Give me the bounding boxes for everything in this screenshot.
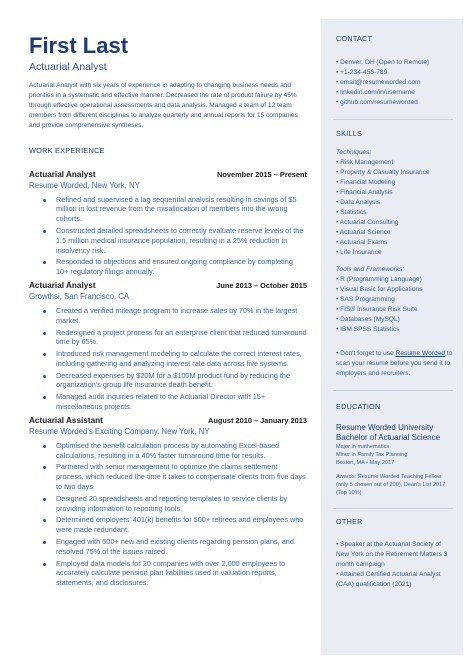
job-bullets	[43, 306, 307, 412]
job-company: Resume Worded, New York, NY	[29, 180, 140, 190]
job-bullet	[43, 328, 307, 348]
bullet-text: Designed 20 spreadsheets and reporting templates to service clients by providing information to reporting tools.	[56, 493, 288, 513]
other-list	[336, 540, 453, 590]
bullet-text: Refined and supervised a lag sequential analysis resulting in savings of $5 million in lost revenue from the misallocation of members into the wrong cohorts.	[56, 194, 297, 224]
job-entry	[29, 281, 307, 412]
job-dates: June 2013 – October 2015	[216, 280, 307, 290]
education-location-date: Boston, MA • May 2017	[336, 460, 395, 467]
skill-item: • Risk Management	[336, 159, 394, 166]
education-awards: Awards: Resume Worded Teaching Fellow (only 5 chosen out of 200), Dean's List 2017 (Top 10%)	[336, 473, 446, 497]
tools-list	[336, 275, 453, 335]
job-bullet	[43, 462, 307, 491]
tool-item: • R (Programming Language)	[336, 276, 422, 283]
contact-list	[336, 58, 453, 108]
tools-label: Tools and Frameworks:	[336, 266, 405, 273]
bullet-text: Decreased expenses by $20M for a $100M product fund by reducing the organization's group life insurance death benefit.	[56, 370, 291, 390]
skill-item: • Property & Casualty Insurance	[336, 169, 430, 176]
contact-linkedin-link[interactable]: • linkedin.com/in/username	[336, 89, 415, 96]
bullet-text: Responded to objections and ensured ongoing compliance by completing 10+ regulatory filings annually.	[56, 257, 293, 277]
tool-item: • FIS® Insurance Risk Suite	[336, 306, 418, 313]
job-dates: August 2010 – January 2013	[207, 415, 307, 425]
skill-item: • Actuarial Consulting	[336, 219, 399, 226]
skill-item: • Life Insurance	[336, 249, 382, 256]
bullet-dot-icon	[43, 261, 46, 264]
education-degree: Bachelor of Actuarial Science	[336, 433, 441, 442]
job-header	[29, 170, 307, 179]
bullet-dot-icon	[43, 563, 46, 566]
job-bullets	[43, 441, 307, 588]
job-bullet	[43, 392, 307, 412]
education-school: Resume Worded University	[336, 423, 434, 432]
job-title: Actuarial Analyst	[29, 169, 96, 179]
bullet-text: Employed data models for 20 companies with over 2,000 employees to accurately calculate pension plan liabilities used in valuation reports, statements, and disclosures.	[56, 558, 286, 588]
other-item: • Speaker at the Actuarial Society of New York on the Retirement Matters 3 month campaign	[336, 541, 448, 569]
tool-item: • IBM SPSS Statistics	[336, 326, 400, 333]
tool-item: • Databases (MySQL)	[336, 316, 400, 323]
bullet-text: Engaged with 500+ new and existing clients regarding pension plans, and resolved 75% of the issues raised.	[56, 537, 294, 556]
summary-paragraph: Actuarial Analyst with six years of experience in adapting to changing business needs and priorities in a systematic and effective manner. Decreased the rate of product failure by 45% through effective operational assessments and data analysis. Managed a team of 12 team members from different disciplines to analyze quarterly and annual reports for 15 companies and provide comprehensive syntheses.	[29, 82, 298, 129]
education-heading: EDUCATION	[336, 402, 381, 411]
skill-item: • Financial Analysis	[336, 189, 393, 196]
job-bullet	[43, 441, 307, 461]
other-heading: OTHER	[336, 517, 363, 527]
tool-item: • Visual Basic for Applications	[336, 286, 423, 293]
job-bullet	[43, 349, 307, 369]
contact-location: • Denver, OH (Open to Remote)	[336, 59, 430, 66]
resume-worded-link[interactable]: Resume Worded	[395, 350, 446, 357]
work-experience-heading: WORK EXPERIENCE	[29, 145, 105, 155]
job-dates: November 2015 – Present	[217, 169, 307, 179]
education-minor: Minor in Family Tax Planning	[336, 452, 408, 459]
bullet-text: Partnered with senior management to optimize the claims settlement process, which reduced the time it takes to compensate clients from five days to two days.	[56, 462, 306, 492]
techniques-list	[336, 158, 453, 258]
job-bullet	[43, 371, 307, 391]
contact-github-link[interactable]: • github.com/resumeworded	[336, 99, 418, 106]
job-entry	[29, 416, 307, 588]
skill-item: • Actuarial Exams	[336, 239, 388, 246]
bullet-text: Introduced risk management modeling to calculate the correct interest rates, including gathering and analyzing interest rate data across five systems.	[56, 349, 302, 368]
bullet-text: Determined employers' 401(k) benefits for 500+ retirees and employees who were made redundant.	[56, 515, 304, 535]
skill-item: • Actuarial Science	[336, 229, 391, 236]
job-bullet	[43, 257, 307, 277]
bullet-dot-icon	[43, 466, 46, 469]
bullet-text: Constructed detailed spreadsheets to correctly evaluate reserve levels of the 1.5 million medical insurance population, resulting in a 25% reduction in insolvency risk.	[56, 225, 304, 255]
job-title: Actuarial Analyst	[29, 280, 96, 290]
bullet-text: Redesigned a project process for an enterprise client that reduced turnaround time by 65%.	[56, 327, 307, 347]
job-bullets	[43, 195, 307, 277]
job-bullet	[43, 559, 307, 588]
bullet-dot-icon	[43, 310, 46, 313]
scan-note: • Don't forget to use Resume Worded to scan your resume before you send it to employers and recruiters.	[336, 350, 453, 377]
contact-phone[interactable]: • +1-234-456-789	[336, 69, 388, 76]
skill-item: • Financial Modeling	[336, 179, 396, 186]
job-bullet	[43, 306, 307, 326]
skill-item: • Data Analysis	[336, 199, 381, 206]
contact-email-link[interactable]: • email@resumeworded.com	[336, 79, 421, 86]
job-title: Actuarial Assistant	[29, 415, 103, 425]
job-bullet	[43, 494, 307, 514]
sidebar	[321, 19, 463, 655]
skill-item: • Statistics	[336, 209, 367, 216]
bullet-dot-icon	[43, 375, 46, 378]
job-bullet	[43, 537, 307, 557]
main-column	[29, 34, 307, 592]
bullet-dot-icon	[43, 230, 46, 233]
job-company: Resume Worded's Exciting Company, New York, NY	[29, 426, 210, 436]
skills-section	[321, 120, 463, 379]
bullet-dot-icon	[43, 332, 46, 335]
bullet-dot-icon	[43, 498, 46, 501]
job-header	[29, 281, 307, 290]
education-major: Major in mathematics	[336, 444, 390, 450]
bullet-dot-icon	[43, 445, 46, 448]
job-bullet	[43, 195, 307, 224]
contact-heading: CONTACT	[336, 34, 373, 43]
bullet-dot-icon	[43, 353, 46, 356]
job-header	[29, 416, 307, 425]
bullet-text: Created a verified mileage program to increase sales by 70% in the largest market.	[56, 305, 298, 325]
candidate-title: Actuarial Analyst	[29, 61, 107, 73]
bullet-text: Optimised the benefit calculation process by automating Excel-based calculations, resulting in a 40% faster turnaround time for results.	[56, 440, 280, 460]
education-section	[321, 391, 463, 497]
skills-heading: SKILLS	[336, 129, 363, 138]
other-section	[321, 509, 463, 590]
bullet-text: Managed audit inquiries related to the Actuarial Director with 15+ miscellaneous projects.	[56, 392, 266, 412]
bullet-dot-icon	[43, 396, 46, 399]
tool-item: • SAS Programming	[336, 296, 395, 303]
contact-section	[321, 19, 463, 108]
bullet-dot-icon	[43, 519, 46, 522]
job-company: Growthsi, San Francisco, CA	[29, 291, 130, 301]
other-item: • Attained Certified Actuarial Analyst (CAA) qualification (2021)	[336, 571, 441, 589]
job-bullet	[43, 515, 307, 535]
candidate-name: First Last	[29, 33, 129, 58]
job-bullet	[43, 226, 307, 255]
techniques-label: Techniques:	[336, 149, 372, 156]
bullet-dot-icon	[43, 199, 46, 202]
job-entry	[29, 170, 307, 277]
bullet-dot-icon	[43, 541, 46, 544]
